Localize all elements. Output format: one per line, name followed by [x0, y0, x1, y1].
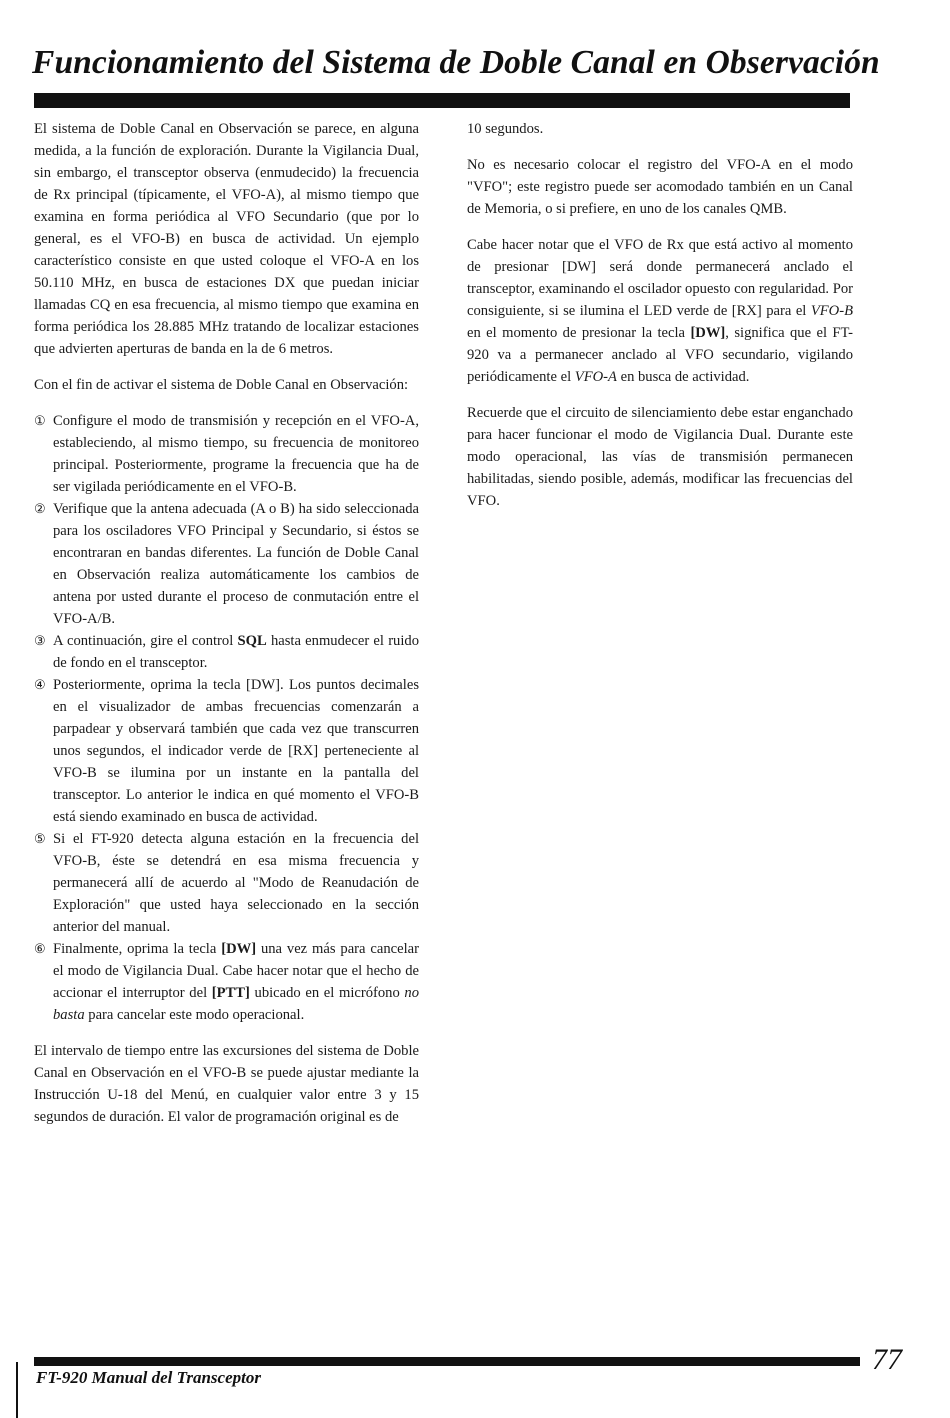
top-rule-divider	[34, 93, 850, 108]
right-column	[467, 118, 853, 526]
emphasis-text: VFO-A	[574, 369, 617, 385]
step-text: A continuación, gire el control	[53, 633, 238, 649]
step-number-icon: ⑤	[34, 831, 46, 846]
ptt-key-label: [PTT]	[211, 985, 250, 1001]
dw-key-label: [DW]	[221, 941, 257, 957]
step-text: Si el FT-920 detecta alguna estación en la frecuencia del VFO-B, éste se detendrá en esa misma frecuencia y permanecerá allí de acuerdo al "Modo de Reanudación de Exploración" que usted haya seleccionado en la sección anterior del manual.	[53, 831, 419, 935]
list-item	[34, 498, 419, 630]
step-text: hasta enmudecer el ruido de fondo en el transceptor.	[53, 633, 420, 671]
step-text: para cancelar este modo operacional.	[84, 1007, 305, 1023]
list-item	[34, 674, 419, 828]
continuation-paragraph: 10 segundos.	[467, 121, 544, 137]
vfo-register-paragraph: No es necesario colocar el registro del VFO-A en el modo "VFO"; este registro puede ser acomodado también en un Canal de Memoria, o si prefiere, en uno de los canales QMB.	[467, 157, 853, 217]
step-text: una vez más para cancelar el modo de Vigilancia Dual. Cabe hacer notar que el hecho de accionar el interruptor del	[53, 941, 419, 1001]
step-text: Verifique que la antena adecuada (A o B) ha sido seleccionada para los osciladores VFO Principal y Secundario, si éstos se encontraran en bandas diferentes. La función de Doble Canal en Observación realiza automáticamente los cambios de antena por usted durante el proceso de conmutación entre el VFO-A/B.	[53, 501, 419, 627]
dw-key-label: [DW]	[690, 325, 726, 341]
step-number-icon: ③	[34, 633, 46, 648]
intro-paragraph: El sistema de Doble Canal en Observación se parece, en alguna medida, a la función de exploración. Durante la Vigilancia Dual, sin embargo, el transceptor observa (enmudecido) la frecuencia de Rx principal (típicamente, el VFO-A), al mismo tiempo que examina en forma periódica al VFO Secundario (que por lo general, es el VFO-B) en busca de actividad. Un ejemplo característico consiste en que usted coloque el VFO-A en los 50.110 MHz, en busca de estaciones DX que puedan iniciar llamadas CQ en esa frecuencia, al mismo tiempo que examina en forma periódica los 28.885 MHz tratando de localizar estaciones que advierten aperturas de banda en la de 6 metros.	[34, 121, 419, 357]
step-number-icon: ②	[34, 501, 46, 516]
list-item	[34, 828, 419, 938]
paragraph-text: en el momento de presionar la tecla	[467, 325, 691, 341]
list-item	[34, 630, 419, 674]
step-number-icon: ①	[34, 413, 46, 428]
paragraph-text: Cabe hacer notar que el VFO de Rx que está activo al momento de presionar [DW] será donde permanecerá anclado el transceptor, examinando el oscilador opuesto con regularidad. Por consiguiente, si se ilumina el LED verde de [RX] para el	[467, 237, 853, 319]
paragraph-text: en busca de actividad.	[616, 369, 750, 385]
interval-paragraph: El intervalo de tiempo entre las excursiones del sistema de Doble Canal en Observación en el VFO-B se puede ajustar mediante la Instrucción U-18 del Menú, en cualquier valor entre 3 y 15 segundos de duración. El valor de programación original es de	[34, 1043, 419, 1125]
emphasis-text: no basta	[53, 985, 420, 1023]
footer-manual-title: FT-920 Manual del Transceptor	[36, 1368, 261, 1387]
margin-bar	[16, 1362, 18, 1418]
list-item	[34, 410, 419, 498]
step-text: ubicado en el micrófono	[249, 985, 405, 1001]
sql-key-label: SQL	[237, 633, 267, 649]
emphasis-text: VFO-B	[810, 303, 853, 319]
step-number-icon: ⑥	[34, 941, 46, 956]
squelch-paragraph: Recuerde que el circuito de silenciamiento debe estar enganchado para hacer funcionar el modo de Vigilancia Dual. Durante este modo operacional, las vías de transmisión permanecen habilitadas, siendo posible, además, modificar las frecuencias del VFO.	[467, 405, 853, 509]
bottom-rule-divider	[34, 1357, 860, 1366]
step-text: Finalmente, oprima la tecla	[53, 941, 222, 957]
page-number: 77	[872, 1343, 902, 1376]
list-item	[34, 938, 419, 1026]
activation-intro-paragraph: Con el fin de activar el sistema de Doble Canal en Observación:	[34, 377, 409, 393]
step-number-icon: ④	[34, 677, 46, 692]
anchor-vfo-paragraph	[467, 234, 853, 388]
step-text: Configure el modo de transmisión y recepción en el VFO-A, estableciendo, al mismo tiempo, su frecuencia de monitoreo principal. Posteriormente, programe la frecuencia que ha de ser vigilada periódicamente en el VFO-B.	[53, 413, 419, 495]
paragraph-text: , significa que el FT-920 va a permanecer anclado al VFO secundario, vigilando periódicamente el	[467, 325, 853, 385]
page-title: Funcionamiento del Sistema de Doble Canal en Observación	[32, 44, 880, 81]
step-text: Posteriormente, oprima la tecla [DW]. Los puntos decimales en el visualizador de ambas frecuencias comenzarán a parpadear y observará también que cada vez que transcurren unos segundos, el indicador verde de [RX] perteneciente al VFO-B se ilumina por un instante en la pantalla del transceptor. Lo anterior le indica en qué momento el VFO-B está siendo examinado en busca de actividad.	[53, 677, 419, 825]
left-column	[34, 118, 419, 1128]
steps-list	[34, 410, 419, 1026]
